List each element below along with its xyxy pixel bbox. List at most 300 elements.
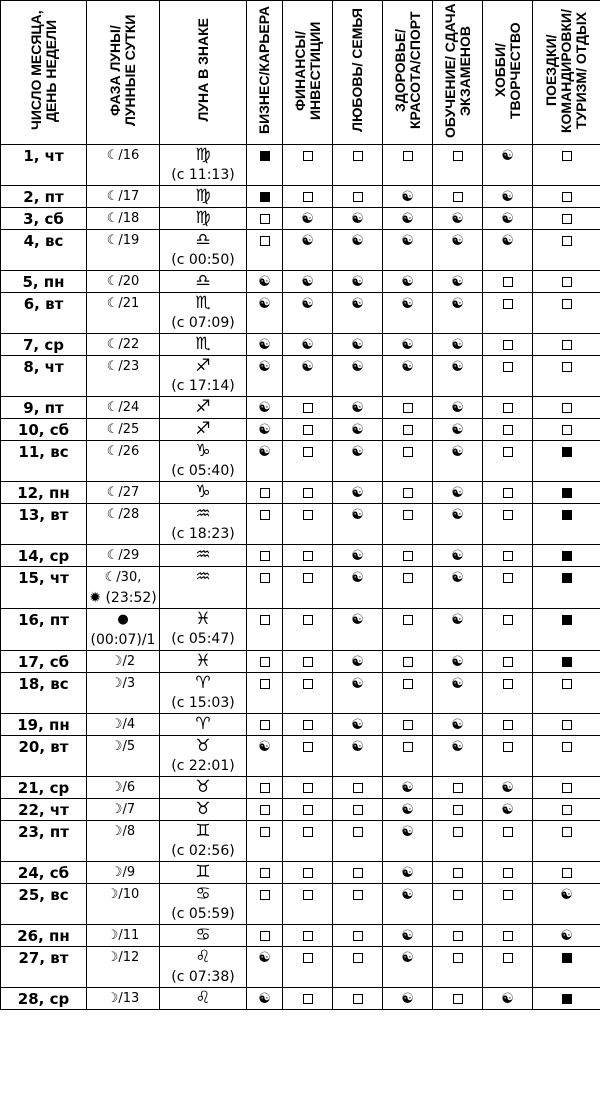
mark-cell [247, 609, 283, 651]
empty-square-icon [403, 510, 413, 520]
yin-yang-icon: ☯ [351, 548, 364, 564]
mark-icon [483, 714, 532, 735]
mark-cell [483, 862, 533, 884]
moon-phase-icon: ☾/28 [106, 507, 140, 522]
mark-cell [433, 777, 483, 799]
phase-cell [87, 482, 160, 504]
empty-square-icon [260, 827, 270, 837]
moon-phase-icon: ☽/11 [106, 928, 140, 943]
mark-cell [533, 293, 600, 334]
moon-phase-icon: ☽/7 [110, 802, 136, 817]
mark-cell [247, 673, 283, 714]
yin-yang-icon: ☯ [501, 148, 514, 164]
mark-icon [333, 947, 382, 968]
mark-cell [247, 419, 283, 441]
empty-square-icon [353, 868, 363, 878]
mark-cell [383, 777, 433, 799]
mark-cell [383, 947, 433, 988]
table-row [1, 504, 600, 545]
mark-icon [247, 186, 282, 207]
zodiac-sign-icon: ♊ [195, 821, 211, 841]
mark-icon [247, 567, 282, 588]
mark-cell [283, 609, 333, 651]
empty-square-icon [260, 510, 270, 520]
sign-cell [160, 186, 247, 208]
yin-yang-icon: ☯ [401, 991, 414, 1007]
sign-time: (с 11:13) [171, 167, 235, 183]
moon-phase-icon: ☾/27 [106, 485, 140, 500]
sign-cell [160, 271, 247, 293]
mark-icon [283, 651, 332, 672]
header-sign: ЛУНА В ЗНАКЕ [160, 1, 247, 145]
empty-square-icon [503, 488, 513, 498]
empty-square-icon [453, 890, 463, 900]
moon-phase-icon: ☾/25 [106, 422, 140, 437]
yin-yang-icon: ☯ [501, 802, 514, 818]
mark-cell [433, 862, 483, 884]
mark-icon [283, 567, 332, 588]
mark-cell [383, 145, 433, 186]
mark-cell [433, 884, 483, 925]
mark-icon [383, 673, 432, 694]
mark-icon [383, 609, 432, 630]
sign-cell [160, 799, 247, 821]
mark-icon [533, 673, 600, 694]
day-cell: 2, пт [1, 186, 87, 208]
mark-cell [247, 862, 283, 884]
mark-icon [483, 271, 532, 292]
mark-cell [333, 504, 383, 545]
empty-square-icon [503, 720, 513, 730]
empty-square-icon [353, 783, 363, 793]
phase-cell [87, 862, 160, 884]
mark-cell [533, 947, 600, 988]
mark-cell [333, 334, 383, 356]
mark-icon [483, 925, 532, 946]
zodiac-sign-icon: ♑ [195, 482, 211, 502]
mark-cell [333, 419, 383, 441]
mark-icon [433, 799, 482, 820]
mark-cell [533, 208, 600, 230]
yin-yang-icon: ☯ [351, 739, 364, 755]
table-row [1, 651, 600, 673]
empty-square-icon [353, 931, 363, 941]
empty-square-icon [562, 783, 572, 793]
mark-cell [333, 186, 383, 208]
sign-cell [160, 862, 247, 884]
yin-yang-icon: ☯ [401, 887, 414, 903]
mark-cell [283, 186, 333, 208]
empty-square-icon [562, 679, 572, 689]
mark-icon [247, 673, 282, 694]
yin-yang-icon: ☯ [351, 676, 364, 692]
mark-icon [533, 293, 600, 314]
moon-phase-icon: ☽/6 [110, 780, 136, 795]
yin-yang-icon: ☯ [351, 337, 364, 353]
sign-cell [160, 504, 247, 545]
filled-square-icon [562, 953, 572, 963]
mark-cell [483, 777, 533, 799]
mark-cell [247, 208, 283, 230]
mark-icon [283, 441, 332, 462]
zodiac-sign-icon: ♌ [195, 947, 211, 967]
empty-square-icon [260, 214, 270, 224]
empty-square-icon [403, 657, 413, 667]
mark-icon [533, 777, 600, 798]
yin-yang-icon: ☯ [401, 211, 414, 227]
zodiac-sign-icon: ♉ [195, 777, 211, 797]
empty-square-icon [562, 214, 572, 224]
sign-time: (с 05:47) [171, 631, 235, 647]
mark-cell [283, 271, 333, 293]
mark-icon [247, 482, 282, 503]
empty-square-icon [260, 236, 270, 246]
empty-square-icon [353, 151, 363, 161]
empty-square-icon [303, 488, 313, 498]
mark-icon [247, 145, 282, 166]
yin-yang-icon: ☯ [351, 422, 364, 438]
sign-time: (с 17:14) [171, 378, 235, 394]
yin-yang-icon: ☯ [560, 887, 573, 903]
sign-time: (с 02:56) [171, 843, 235, 859]
empty-square-icon [562, 277, 572, 287]
table-row [1, 441, 600, 482]
mark-cell [533, 821, 600, 862]
yin-yang-icon: ☯ [501, 211, 514, 227]
mark-cell [533, 799, 600, 821]
mark-icon [283, 862, 332, 883]
mark-cell [383, 186, 433, 208]
mark-icon [483, 862, 532, 883]
mark-icon [483, 397, 532, 418]
sign-time: (с 05:40) [171, 463, 235, 479]
phase-cell [87, 651, 160, 673]
mark-icon [247, 777, 282, 798]
zodiac-sign-icon: ♐ [195, 419, 211, 439]
mark-icon [283, 673, 332, 694]
sign-cell [160, 419, 247, 441]
mark-cell [283, 293, 333, 334]
empty-square-icon [403, 425, 413, 435]
mark-cell [283, 777, 333, 799]
empty-square-icon [453, 805, 463, 815]
mark-cell [483, 925, 533, 947]
yin-yang-icon: ☯ [451, 570, 464, 586]
phase-cell [87, 947, 160, 988]
empty-square-icon [503, 615, 513, 625]
sign-cell [160, 714, 247, 736]
zodiac-sign-icon: ♒ [195, 567, 211, 587]
header-finance: ФИНАНСЫ/ ИНВЕСТИЦИИ [283, 1, 333, 145]
empty-square-icon [303, 573, 313, 583]
mark-cell [283, 419, 333, 441]
empty-square-icon [503, 447, 513, 457]
empty-square-icon [303, 742, 313, 752]
yin-yang-icon: ☯ [451, 507, 464, 523]
empty-square-icon [503, 742, 513, 752]
mark-cell [283, 482, 333, 504]
mark-cell [383, 862, 433, 884]
mark-icon [483, 356, 532, 377]
empty-square-icon [303, 403, 313, 413]
zodiac-sign-icon: ♏ [195, 293, 211, 313]
table-row [1, 714, 600, 736]
empty-square-icon [303, 679, 313, 689]
empty-square-icon [503, 362, 513, 372]
day-cell: 27, вт [1, 947, 87, 988]
table-row [1, 884, 600, 925]
phase-cell [87, 545, 160, 567]
empty-square-icon [403, 551, 413, 561]
mark-cell [333, 714, 383, 736]
yin-yang-icon: ☯ [501, 189, 514, 205]
mark-cell [383, 673, 433, 714]
phase-cell [87, 777, 160, 799]
mark-cell [433, 441, 483, 482]
yin-yang-icon: ☯ [401, 928, 414, 944]
phase-cell [87, 441, 160, 482]
day-cell: 16, пт [1, 609, 87, 651]
mark-cell [247, 293, 283, 334]
mark-cell [483, 988, 533, 1010]
yin-yang-icon: ☯ [351, 507, 364, 523]
mark-cell [333, 567, 383, 609]
yin-yang-icon: ☯ [451, 444, 464, 460]
mark-icon [383, 567, 432, 588]
zodiac-sign-icon: ♋ [195, 925, 211, 945]
table-row [1, 777, 600, 799]
sign-time: (с 15:03) [171, 695, 235, 711]
mark-cell [333, 609, 383, 651]
mark-cell [433, 714, 483, 736]
empty-square-icon [260, 720, 270, 730]
mark-icon [247, 208, 282, 229]
day-cell: 24, сб [1, 862, 87, 884]
day-cell: 20, вт [1, 736, 87, 777]
mark-cell [247, 799, 283, 821]
mark-cell [383, 651, 433, 673]
mark-cell [533, 988, 600, 1010]
zodiac-sign-icon: ♉ [195, 799, 211, 819]
mark-cell [283, 799, 333, 821]
mark-cell [247, 397, 283, 419]
mark-icon [533, 567, 600, 588]
mark-cell [333, 673, 383, 714]
phase-cell [87, 736, 160, 777]
mark-cell [247, 545, 283, 567]
table-row [1, 334, 600, 356]
sign-cell [160, 441, 247, 482]
empty-square-icon [403, 151, 413, 161]
sign-cell [160, 356, 247, 397]
empty-square-icon [403, 488, 413, 498]
mark-icon [533, 545, 600, 566]
yin-yang-icon: ☯ [451, 422, 464, 438]
mark-cell [283, 334, 333, 356]
yin-yang-icon: ☯ [351, 654, 364, 670]
mark-cell [247, 651, 283, 673]
moon-phase-icon: ☽/12 [106, 950, 140, 965]
mark-icon [533, 821, 600, 842]
mark-cell [533, 271, 600, 293]
yin-yang-icon: ☯ [301, 359, 314, 375]
empty-square-icon [562, 742, 572, 752]
mark-cell [433, 673, 483, 714]
mark-cell [533, 673, 600, 714]
mark-cell [247, 334, 283, 356]
mark-cell [533, 884, 600, 925]
day-cell: 11, вс [1, 441, 87, 482]
mark-icon [483, 441, 532, 462]
zodiac-sign-icon: ♎ [195, 230, 211, 250]
mark-cell [483, 186, 533, 208]
table-row [1, 356, 600, 397]
empty-square-icon [303, 890, 313, 900]
mark-cell [333, 545, 383, 567]
mark-cell [433, 567, 483, 609]
mark-cell [383, 988, 433, 1010]
mark-icon [283, 777, 332, 798]
yin-yang-icon: ☯ [301, 296, 314, 312]
phase-cell [87, 208, 160, 230]
moon-phase-icon: ☽/5 [110, 739, 136, 754]
empty-square-icon [403, 447, 413, 457]
table-row [1, 545, 600, 567]
empty-square-icon [353, 953, 363, 963]
mark-icon [247, 545, 282, 566]
mark-cell [333, 293, 383, 334]
empty-square-icon [303, 868, 313, 878]
mark-cell [533, 609, 600, 651]
empty-square-icon [303, 510, 313, 520]
mark-icon [247, 821, 282, 842]
mark-cell [483, 609, 533, 651]
mark-cell [283, 925, 333, 947]
yin-yang-icon: ☯ [258, 422, 271, 438]
sign-cell [160, 673, 247, 714]
day-cell: 22, чт [1, 799, 87, 821]
table-row [1, 925, 600, 947]
mark-icon [283, 419, 332, 440]
empty-square-icon [453, 192, 463, 202]
table-row [1, 208, 600, 230]
moon-phase-icon: ☽/2 [110, 654, 136, 669]
sign-cell [160, 482, 247, 504]
mark-icon [283, 504, 332, 525]
moon-phase-icon: ☾/26 [106, 444, 140, 459]
zodiac-sign-icon: ♍ [195, 208, 211, 228]
mark-cell [433, 186, 483, 208]
mark-cell [333, 145, 383, 186]
moon-phase-icon: ☾/18 [106, 211, 140, 226]
phase-cell [87, 419, 160, 441]
header-health: ЗДОРОВЬЕ/ КРАСОТА/СПОРТ [383, 1, 433, 145]
yin-yang-icon: ☯ [301, 211, 314, 227]
yin-yang-icon: ☯ [258, 337, 271, 353]
mark-icon [433, 988, 482, 1009]
yin-yang-icon: ☯ [401, 296, 414, 312]
mark-cell [383, 293, 433, 334]
day-cell: 12, пн [1, 482, 87, 504]
empty-square-icon [260, 551, 270, 561]
phase-cell [87, 925, 160, 947]
mark-icon [533, 736, 600, 757]
empty-square-icon [453, 783, 463, 793]
mark-icon [283, 609, 332, 630]
mark-icon [333, 145, 382, 166]
mark-cell [383, 230, 433, 271]
mark-cell [333, 208, 383, 230]
empty-square-icon [503, 868, 513, 878]
mark-cell [483, 419, 533, 441]
mark-cell [533, 862, 600, 884]
empty-square-icon [303, 425, 313, 435]
empty-square-icon [260, 931, 270, 941]
moon-phase-icon: ☽/10 [106, 887, 140, 902]
phase-cell [87, 145, 160, 186]
mark-cell [433, 947, 483, 988]
yin-yang-icon: ☯ [258, 400, 271, 416]
mark-cell [333, 925, 383, 947]
zodiac-sign-icon: ♉ [195, 736, 211, 756]
mark-cell [533, 925, 600, 947]
zodiac-sign-icon: ♓ [195, 651, 211, 671]
yin-yang-icon: ☯ [451, 359, 464, 375]
zodiac-sign-icon: ♍ [195, 145, 211, 165]
mark-cell [433, 271, 483, 293]
sign-cell [160, 736, 247, 777]
yin-yang-icon: ☯ [258, 950, 271, 966]
empty-square-icon [403, 615, 413, 625]
mark-cell [333, 271, 383, 293]
moon-phase-icon: ☽/13 [106, 991, 140, 1006]
header-phase: ФАЗА ЛУНЫ/ ЛУННЫЕ СУТКИ [87, 1, 160, 145]
day-cell: 13, вт [1, 504, 87, 545]
mark-cell [247, 186, 283, 208]
mark-cell [283, 230, 333, 271]
mark-cell [533, 419, 600, 441]
mark-icon [533, 208, 600, 229]
yin-yang-icon: ☯ [351, 717, 364, 733]
yin-yang-icon: ☯ [351, 444, 364, 460]
mark-cell [433, 504, 483, 545]
empty-square-icon [503, 953, 513, 963]
mark-cell [483, 545, 533, 567]
mark-cell [433, 651, 483, 673]
mark-cell [247, 145, 283, 186]
empty-square-icon [503, 551, 513, 561]
empty-square-icon [562, 805, 572, 815]
phase-cell [87, 988, 160, 1010]
mark-icon [247, 504, 282, 525]
mark-icon [283, 821, 332, 842]
empty-square-icon [303, 931, 313, 941]
table-row [1, 145, 600, 186]
mark-icon [483, 673, 532, 694]
empty-square-icon [503, 299, 513, 309]
empty-square-icon [503, 277, 513, 287]
sign-cell [160, 545, 247, 567]
mark-icon [283, 884, 332, 905]
empty-square-icon [303, 657, 313, 667]
yin-yang-icon: ☯ [401, 233, 414, 249]
day-cell: 15, чт [1, 567, 87, 609]
yin-yang-icon: ☯ [401, 824, 414, 840]
mark-icon [483, 504, 532, 525]
mark-cell [333, 947, 383, 988]
empty-square-icon [503, 425, 513, 435]
phase-cell [87, 504, 160, 545]
